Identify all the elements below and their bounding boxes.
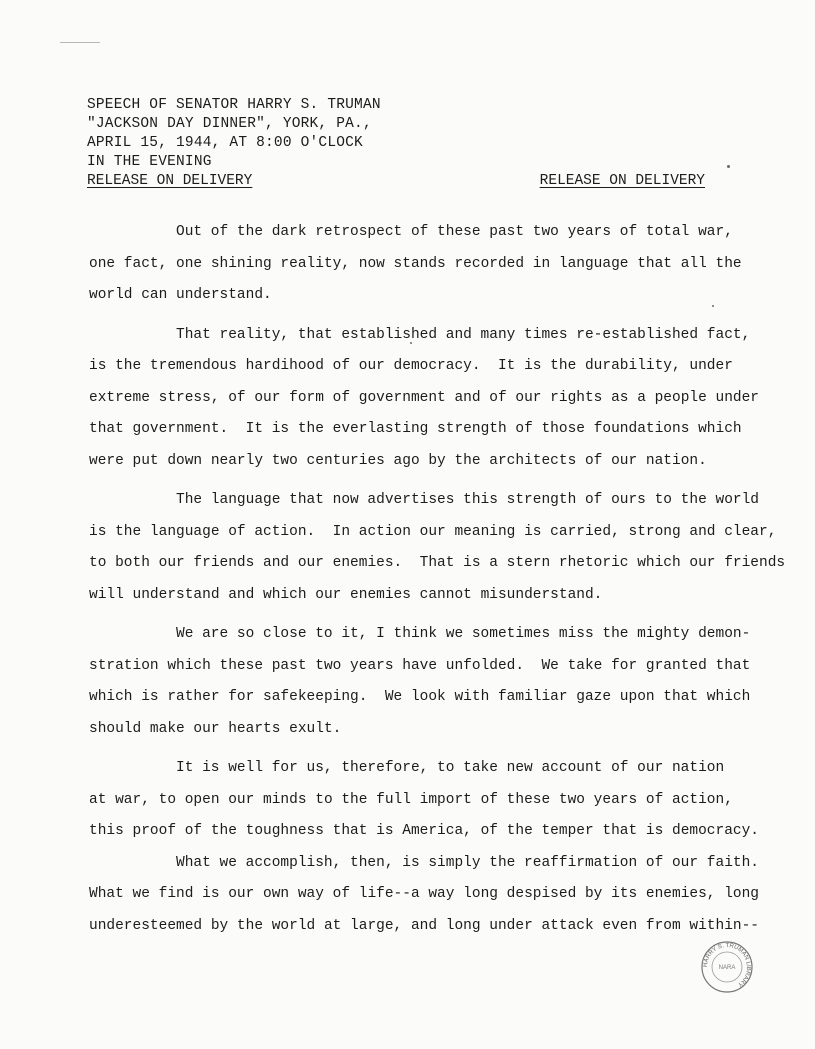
speech-header: [87, 96, 381, 172]
body-line: stration which these past two years have unfolded. We take for granted that: [89, 657, 751, 674]
body-line: this proof of the toughness that is America, of the temper that is democracy.: [89, 823, 760, 839]
stamp-inner-text: NARA: [718, 965, 736, 971]
body-line: It is well for us, therefore, to take new account of our nation: [176, 760, 725, 776]
body-line: We are so close to it, I think we sometimes miss the mighty demon-: [176, 626, 751, 642]
body-line: What we find is our own way of life--a way long despised by its enemies, long: [89, 886, 760, 902]
body-line: will understand and which our enemies cannot misunderstand.: [89, 586, 603, 603]
body-line: at war, to open our minds to the full import of these two years of action,: [89, 791, 733, 808]
stamp-ring-text: HARRY S. TRUMAN LIBRARY: [702, 942, 752, 988]
body-line: which is rather for safekeeping. We look with familiar gaze upon that which: [89, 689, 751, 705]
body-line: to both our friends and our enemies. That is a stern rhetoric which our friends: [89, 555, 786, 571]
scan-speck: [410, 342, 412, 344]
body-line: What we accomplish, then, is simply the reaffirmation of our faith.: [176, 854, 759, 871]
release-note-right: RELEASE ON DELIVERY: [539, 173, 705, 189]
body-line: one fact, one shining reality, now stands recorded in language that all the: [89, 255, 742, 272]
speech-body: [89, 222, 786, 947]
body-line: underesteemed by the world at large, and long under attack even from within--: [89, 917, 760, 934]
body-line: Out of the dark retrospect of these past two years of total war,: [176, 224, 733, 240]
body-line: that government. It is the everlasting strength of those foundations which: [89, 421, 742, 437]
body-line: That reality, that established and many times re-established fact,: [176, 326, 751, 343]
library-stamp-icon: [700, 940, 754, 994]
release-note-left: RELEASE ON DELIVERY: [87, 173, 253, 189]
header-line-4: IN THE EVENING: [87, 154, 212, 170]
body-line: should make our hearts exult.: [89, 720, 342, 737]
header-line-1: SPEECH OF SENATOR HARRY S. TRUMAN: [87, 97, 381, 113]
body-line: world can understand.: [89, 287, 272, 303]
body-line: The language that now advertises this strength of ours to the world: [176, 492, 759, 508]
scan-speck: [712, 305, 714, 307]
body-line: were put down nearly two centuries ago by the architects of our nation.: [89, 452, 707, 469]
header-line-3: APRIL 15, 1944, AT 8:00 O'CLOCK: [87, 135, 363, 151]
header-line-2: "JACKSON DAY DINNER", YORK, PA.,: [87, 116, 372, 132]
body-line: is the language of action. In action our meaning is carried, strong and clear,: [89, 523, 777, 540]
scan-speck: [727, 165, 730, 168]
scan-speck: [60, 42, 100, 43]
body-line: is the tremendous hardihood of our democracy. It is the durability, under: [89, 358, 733, 374]
body-line: extreme stress, of our form of government and of our rights as a people under: [89, 389, 760, 406]
